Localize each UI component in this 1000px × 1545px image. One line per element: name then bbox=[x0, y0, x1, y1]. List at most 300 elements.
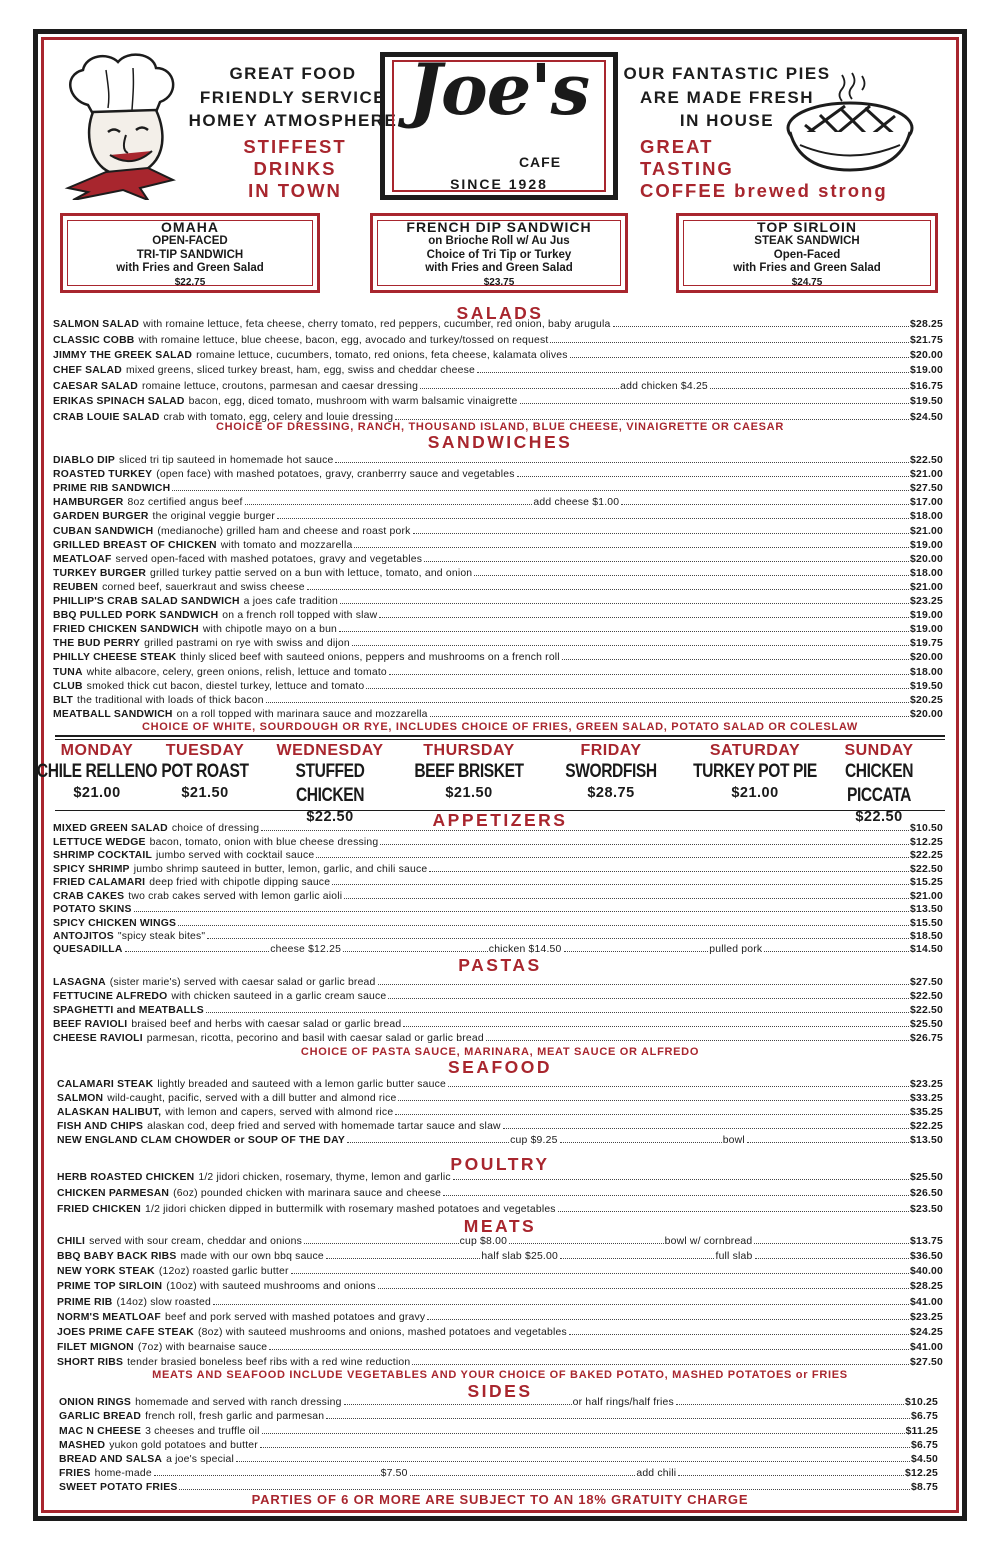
item-name: TUNA bbox=[53, 667, 83, 678]
item-price: $11.25 bbox=[905, 1426, 938, 1437]
item-price: $22.50 bbox=[910, 864, 943, 875]
menu-item-row bbox=[53, 395, 943, 408]
leader-dots bbox=[754, 1243, 909, 1244]
menu-item-row bbox=[59, 1425, 938, 1438]
leader-dots bbox=[395, 1114, 909, 1115]
item-description: the traditional with loads of thick bacon bbox=[77, 695, 264, 706]
item-price: $8.75 bbox=[910, 1482, 938, 1493]
leader-dots bbox=[291, 1273, 909, 1274]
menu-item-row bbox=[53, 510, 943, 523]
tagline-line: HOMEY ATMOSPHERE bbox=[188, 111, 398, 130]
sandwiches-note: CHOICE OF WHITE, SOURDOUGH OR RYE, INCLUDES CHOICE OF FRIES, GREEN SALAD, POTATO SALAD OR COLESLAW bbox=[142, 721, 858, 733]
tagline-line: GREAT FOOD bbox=[229, 64, 357, 83]
menu-item-row bbox=[53, 364, 943, 377]
item-price: $41.00 bbox=[910, 1342, 943, 1353]
item-price: $20.00 bbox=[910, 350, 943, 361]
leader-dots bbox=[207, 938, 909, 939]
feature-line: OPEN-FACED bbox=[152, 235, 228, 247]
leader-dots bbox=[569, 1334, 909, 1335]
menu-item-row bbox=[59, 1453, 938, 1466]
item-name: QUESADILLA bbox=[53, 944, 123, 955]
menu-item-row bbox=[53, 836, 943, 849]
menu-item-row bbox=[53, 917, 943, 930]
menu-item-row bbox=[53, 318, 943, 331]
menu-item-row bbox=[53, 694, 943, 707]
menu-item-row bbox=[53, 680, 943, 693]
item-option: half slab $25.00 bbox=[481, 1251, 558, 1262]
item-price: $19.00 bbox=[910, 365, 943, 376]
leader-dots bbox=[560, 1258, 715, 1259]
menu-item-row bbox=[53, 863, 943, 876]
item-description: (open face) with mashed potatoes, gravy, cranberrry sauce and vegetables bbox=[156, 469, 515, 480]
item-price: $22.25 bbox=[910, 1121, 943, 1132]
special-dish: SWORDFISH bbox=[565, 761, 657, 782]
item-description: (12oz) roasted garlic butter bbox=[158, 1266, 289, 1277]
item-name: CHEESE RAVIOLI bbox=[53, 1033, 143, 1044]
leader-dots bbox=[503, 1128, 909, 1129]
salads-note: CHOICE OF DRESSING, RANCH, THOUSAND ISLAND, BLUE CHEESE, VINAIGRETTE OR CAESAR bbox=[216, 421, 784, 433]
item-price: $28.25 bbox=[910, 319, 943, 330]
item-price: $12.25 bbox=[905, 1468, 938, 1479]
item-name: LETTUCE WEDGE bbox=[53, 837, 146, 848]
special-day-friday bbox=[531, 742, 691, 802]
item-price: $13.50 bbox=[910, 904, 943, 915]
tagline-line: OUR FANTASTIC PIES bbox=[623, 64, 831, 83]
item-name: BBQ BABY BACK RIBS bbox=[57, 1251, 177, 1262]
item-name: SALMON bbox=[57, 1093, 104, 1104]
item-name: FISH AND CHIPS bbox=[57, 1121, 144, 1132]
leader-dots bbox=[420, 388, 619, 389]
feature-line: Open-Faced bbox=[773, 248, 841, 261]
item-price: $19.00 bbox=[910, 624, 943, 635]
menu-item-row bbox=[59, 1396, 938, 1409]
special-day-sunday bbox=[799, 742, 959, 826]
item-name: NORM'S MEATLOAF bbox=[57, 1312, 161, 1323]
logo-cafe: CAFE bbox=[518, 154, 562, 170]
item-description: parmesan, ricotta, pecorino and basil with caesar salad or garlic bread bbox=[146, 1033, 484, 1044]
feature-price: $23.75 bbox=[483, 276, 515, 288]
item-price: $21.00 bbox=[910, 891, 943, 902]
leader-dots bbox=[335, 462, 909, 463]
item-name: POTATO SKINS bbox=[53, 904, 132, 915]
special-day-name: FRIDAY bbox=[580, 742, 642, 759]
item-extra: add chili bbox=[636, 1468, 677, 1479]
item-description: 3 cheeses and truffle oil bbox=[145, 1426, 260, 1437]
section-title-pastas: PASTAS bbox=[458, 955, 542, 975]
leader-dots bbox=[378, 984, 909, 985]
leader-dots bbox=[403, 1026, 909, 1027]
item-price: $20.00 bbox=[910, 554, 943, 565]
header-left-red-tagline bbox=[225, 136, 365, 202]
menu-item-row bbox=[53, 454, 943, 467]
item-name: CHICKEN PARMESAN bbox=[57, 1188, 170, 1199]
section-title-sandwiches: SANDWICHES bbox=[427, 432, 573, 452]
menu-item-row bbox=[53, 380, 943, 393]
special-day-name: MONDAY bbox=[60, 742, 134, 759]
menu-item-row bbox=[53, 468, 943, 481]
item-price: $14.50 bbox=[910, 944, 943, 955]
feature-line: with Fries and Green Salad bbox=[116, 262, 264, 274]
item-description: lightly breaded and sauteed with a lemon garlic butter sauce bbox=[157, 1079, 446, 1090]
tagline-line: DRINKS bbox=[253, 158, 337, 179]
menu-item-row bbox=[53, 890, 943, 903]
item-price: $4.50 bbox=[910, 1454, 938, 1465]
item-price: $15.50 bbox=[910, 918, 943, 929]
item-price: $23.25 bbox=[910, 596, 943, 607]
item-price: $24.25 bbox=[910, 1327, 943, 1338]
item-name: PHILLY CHEESE STEAK bbox=[53, 652, 177, 663]
item-name: MIXED GREEN SALAD bbox=[53, 823, 168, 834]
item-price: $18.00 bbox=[910, 667, 943, 678]
item-description: choice of dressing bbox=[171, 823, 260, 834]
special-price: $22.50 bbox=[855, 809, 903, 825]
leader-dots bbox=[366, 688, 909, 689]
menu-item-row bbox=[53, 623, 943, 636]
special-day-name: THURSDAY bbox=[423, 742, 515, 759]
menu-item-row bbox=[53, 930, 943, 943]
menu-item-row bbox=[59, 1410, 938, 1423]
special-dish: TURKEY POT PIE bbox=[693, 761, 817, 782]
item-name: FILET MIGNON bbox=[57, 1342, 134, 1353]
tagline-line: IN TOWN bbox=[248, 180, 342, 201]
menu-item-row bbox=[53, 567, 943, 580]
tagline-line: TASTING bbox=[640, 158, 734, 179]
leader-dots bbox=[347, 1142, 509, 1143]
item-description: mixed greens, sliced turkey breast, ham, egg, swiss and cheddar cheese bbox=[125, 365, 475, 376]
item-price: $24.50 bbox=[910, 412, 943, 423]
item-description: with romaine lettuce, blue cheese, bacon, egg, avocado and turkey/tossed on request bbox=[138, 335, 549, 346]
leader-dots bbox=[269, 1349, 909, 1350]
leader-dots bbox=[453, 1179, 909, 1180]
item-name: CAESAR SALAD bbox=[53, 381, 138, 392]
item-price: $20.00 bbox=[910, 709, 943, 720]
item-name: LASAGNA bbox=[53, 977, 106, 988]
header-left-tagline bbox=[188, 62, 398, 133]
item-description: 8oz certified angus beef bbox=[127, 497, 243, 508]
menu-item-row bbox=[53, 903, 943, 916]
item-name: BREAD AND SALSA bbox=[59, 1454, 163, 1465]
item-price: $10.50 bbox=[910, 823, 943, 834]
leader-dots bbox=[477, 372, 909, 373]
item-name: GARDEN BURGER bbox=[53, 511, 149, 522]
leader-dots bbox=[710, 388, 909, 389]
leader-dots bbox=[326, 1418, 910, 1419]
item-name: GARLIC BREAD bbox=[59, 1411, 142, 1422]
item-name: SPAGHETTI and MEATBALLS bbox=[53, 1005, 204, 1016]
item-option: cheese $12.25 bbox=[270, 944, 342, 955]
item-description: made with our own bbq sauce bbox=[180, 1251, 324, 1262]
menu-item-row bbox=[57, 1235, 943, 1248]
logo-name: Joe's bbox=[408, 48, 590, 131]
tagline-line: STIFFEST bbox=[243, 136, 347, 157]
menu-item-row bbox=[57, 1265, 943, 1278]
item-name: MAC N CHEESE bbox=[59, 1426, 142, 1437]
item-name: JIMMY THE GREEK SALAD bbox=[53, 350, 193, 361]
item-name: SHORT RIBS bbox=[57, 1357, 124, 1368]
leader-dots bbox=[343, 951, 488, 952]
leader-dots bbox=[413, 533, 909, 534]
item-option: full slab bbox=[715, 1251, 753, 1262]
item-description: "spicy steak bites" bbox=[117, 931, 206, 942]
item-description: tender brasied boneless beef ribs with a red wine reduction bbox=[127, 1357, 411, 1368]
leader-dots bbox=[178, 925, 909, 926]
item-description: with tomato and mozzarella bbox=[220, 540, 353, 551]
leader-dots bbox=[213, 1304, 909, 1305]
item-name: GRILLED BREAST OF CHICKEN bbox=[53, 540, 217, 551]
item-description: grilled pastrami on rye with swiss and dijon bbox=[144, 638, 350, 649]
leader-dots bbox=[378, 1288, 909, 1289]
menu-item-row bbox=[53, 525, 943, 538]
item-option: bowl w/ cornbread bbox=[664, 1236, 753, 1247]
menu-item-row bbox=[53, 990, 943, 1003]
item-price: $26.75 bbox=[910, 1033, 943, 1044]
leader-dots bbox=[427, 1319, 909, 1320]
leader-dots bbox=[410, 1475, 636, 1476]
item-option: chicken $14.50 bbox=[488, 944, 562, 955]
special-dish: BEEF BRISKET bbox=[414, 761, 524, 782]
item-name: PRIME TOP SIRLOIN bbox=[57, 1281, 163, 1292]
menu-item-row bbox=[53, 1032, 943, 1045]
item-name: ALASKAN HALIBUT, bbox=[57, 1107, 162, 1118]
leader-dots bbox=[154, 1475, 380, 1476]
item-description: bacon, egg, diced tomato, mushroom with warm balsamic vinaigrette bbox=[188, 396, 518, 407]
chef-illustration bbox=[48, 50, 198, 200]
item-price: $25.50 bbox=[910, 1019, 943, 1030]
special-price: $22.50 bbox=[306, 809, 354, 825]
item-price: $40.00 bbox=[910, 1266, 943, 1277]
leader-dots bbox=[339, 631, 909, 632]
item-option: cup $9.25 bbox=[510, 1135, 558, 1146]
item-description: corned beef, sauerkraut and swiss cheese bbox=[102, 582, 305, 593]
special-dish: CHICKEN PICCATA bbox=[844, 761, 914, 806]
menu-item-row bbox=[59, 1439, 938, 1452]
leader-dots bbox=[564, 951, 709, 952]
leader-dots bbox=[747, 1142, 909, 1143]
pastas-note: CHOICE OF PASTA SAUCE, MARINARA, MEAT SAUCE OR ALFREDO bbox=[300, 1046, 700, 1058]
item-price: $17.00 bbox=[910, 497, 944, 508]
leader-dots bbox=[262, 1433, 905, 1434]
menu-item-row bbox=[57, 1106, 943, 1119]
item-description: (7oz) with bearnaise sauce bbox=[137, 1342, 268, 1353]
menu-item-row bbox=[53, 637, 943, 650]
menu-item-row bbox=[57, 1296, 943, 1309]
item-name: BBQ PULLED PORK SANDWICH bbox=[53, 610, 219, 621]
special-price: $21.50 bbox=[445, 785, 493, 801]
menu-item-row bbox=[57, 1187, 943, 1200]
leader-dots bbox=[570, 357, 909, 358]
item-name: HERB ROASTED CHICKEN bbox=[57, 1172, 195, 1183]
logo-since: SINCE 1928 bbox=[450, 176, 548, 192]
item-price: $23.25 bbox=[910, 1312, 943, 1323]
item-name: CHILI bbox=[57, 1236, 86, 1247]
item-price: $22.50 bbox=[910, 991, 943, 1002]
item-description: with chicken sauteed in a garlic cream sauce bbox=[171, 991, 387, 1002]
leader-dots bbox=[344, 1404, 572, 1405]
item-name: ROASTED TURKEY bbox=[53, 469, 153, 480]
item-extra: or half rings/half fries bbox=[572, 1397, 674, 1408]
leader-dots bbox=[266, 702, 909, 703]
leader-dots bbox=[344, 898, 909, 899]
tagline-line: FRIENDLY SERVICE bbox=[199, 87, 387, 107]
item-description: a joes cafe tradition bbox=[243, 596, 338, 607]
item-description: (8oz) with sauteed mushrooms and onions, mashed potatoes and vegetables bbox=[198, 1327, 567, 1338]
feature-line: with Fries and Green Salad bbox=[733, 262, 881, 274]
leader-dots bbox=[134, 911, 909, 912]
item-description: alaskan cod, deep fried and served with homemade tartar sauce and slaw bbox=[147, 1121, 501, 1132]
item-description: crab with tomato, egg, celery and louie dressing bbox=[163, 412, 394, 423]
meats-note: MEATS AND SEAFOOD INCLUDE VEGETABLES AND YOUR CHOICE OF BAKED POTATO, MASHED POTATOES or FRIES bbox=[152, 1369, 848, 1381]
leader-dots bbox=[352, 645, 909, 646]
item-description: jumbo served with cocktail sauce bbox=[156, 850, 315, 861]
item-name: SHRIMP COCKTAIL bbox=[53, 850, 153, 861]
feature-line: Choice of Tri Tip or Turkey bbox=[426, 248, 572, 261]
feature-line: on Brioche Roll w/ Au Jus bbox=[428, 235, 570, 247]
item-price: $18.00 bbox=[910, 511, 943, 522]
item-price: $33.25 bbox=[910, 1093, 943, 1104]
feature-line: with Fries and Green Salad bbox=[425, 262, 573, 274]
item-description: served open-faced with mashed potatoes, gravy and vegetables bbox=[115, 554, 423, 565]
item-price: $20.00 bbox=[910, 652, 943, 663]
item-price: $41.00 bbox=[910, 1297, 943, 1308]
item-name: FRIES bbox=[59, 1468, 91, 1479]
menu-item-row bbox=[57, 1134, 943, 1147]
item-price: $10.25 bbox=[905, 1397, 939, 1408]
special-day-wednesday bbox=[250, 742, 410, 826]
menu-item-row bbox=[57, 1171, 943, 1184]
special-price: $21.50 bbox=[181, 785, 229, 801]
tagline-line: GREAT bbox=[640, 136, 714, 157]
item-description: the original veggie burger bbox=[152, 511, 276, 522]
item-price: $22.50 bbox=[910, 455, 943, 466]
item-description: (10oz) with sauteed mushrooms and onions bbox=[166, 1281, 376, 1292]
item-name: MASHED bbox=[59, 1440, 106, 1451]
menu-item-row bbox=[53, 595, 943, 608]
item-name: THE BUD PERRY bbox=[53, 638, 141, 649]
menu-item-row bbox=[53, 581, 943, 594]
feature-line: STEAK SANDWICH bbox=[754, 235, 860, 247]
item-description: on a roll topped with marinara sauce and mozzarella bbox=[176, 709, 428, 720]
feature-price: $22.75 bbox=[174, 276, 206, 288]
leader-dots bbox=[764, 951, 909, 952]
menu-item-row bbox=[57, 1092, 943, 1105]
leader-dots bbox=[380, 844, 909, 845]
leader-dots bbox=[474, 575, 909, 576]
special-dish: STUFFED CHICKEN bbox=[295, 761, 365, 806]
feature-box-french-dip bbox=[370, 213, 628, 293]
menu-item-row bbox=[53, 553, 943, 566]
leader-dots bbox=[260, 1447, 910, 1448]
item-description: (6oz) pounded chicken with marinara sauce and cheese bbox=[173, 1188, 442, 1199]
feature-price: $24.75 bbox=[791, 276, 823, 288]
leader-dots bbox=[448, 1086, 909, 1087]
menu-item-row bbox=[57, 1341, 943, 1354]
specials-top-rule bbox=[55, 735, 945, 737]
item-name: CLUB bbox=[53, 681, 83, 692]
item-price: $18.00 bbox=[910, 568, 943, 579]
section-title-salads: SALADS bbox=[456, 303, 544, 323]
item-description: a joe's special bbox=[166, 1454, 235, 1465]
menu-item-row bbox=[53, 609, 943, 622]
item-option: bowl bbox=[722, 1135, 745, 1146]
item-extra: add chicken $4.25 bbox=[620, 381, 708, 392]
leader-dots bbox=[550, 342, 909, 343]
menu-item-row bbox=[53, 349, 943, 362]
tagline-line: COFFEE brewed strong bbox=[640, 180, 888, 201]
item-name: CRAB LOUIE SALAD bbox=[53, 412, 160, 423]
item-name: SPICY SHRIMP bbox=[53, 864, 130, 875]
item-description: french roll, fresh garlic and parmesan bbox=[145, 1411, 325, 1422]
item-name: DIABLO DIP bbox=[53, 455, 116, 466]
leader-dots bbox=[206, 1012, 909, 1013]
item-name: BEEF RAVIOLI bbox=[53, 1019, 128, 1030]
item-name: BLT bbox=[53, 695, 74, 706]
item-price: $27.50 bbox=[910, 483, 943, 494]
item-name: HAMBURGER bbox=[53, 497, 124, 508]
leader-dots bbox=[613, 326, 910, 327]
item-price: $13.75 bbox=[910, 1236, 943, 1247]
leader-dots bbox=[678, 1475, 904, 1476]
menu-item-row bbox=[57, 1078, 943, 1091]
leader-dots bbox=[316, 857, 909, 858]
feature-title: OMAHA bbox=[161, 219, 219, 235]
item-name: CALAMARI STEAK bbox=[57, 1079, 154, 1090]
menu-item-row bbox=[57, 1311, 943, 1324]
leader-dots bbox=[558, 1211, 909, 1212]
item-name: CRAB CAKES bbox=[53, 891, 125, 902]
leader-dots bbox=[125, 951, 270, 952]
item-name: FRIED CHICKEN bbox=[57, 1204, 141, 1215]
item-description: white albacore, celery, green onions, relish, lettuce and tomato bbox=[86, 667, 387, 678]
item-name: FETTUCINE ALFREDO bbox=[53, 991, 168, 1002]
item-description: thinly sliced beef with sauteed onions, peppers and mushrooms on a french roll bbox=[180, 652, 560, 663]
item-price: $22.50 bbox=[910, 1005, 943, 1016]
item-name: ERIKAS SPINACH SALAD bbox=[53, 396, 185, 407]
item-description: (sister marie's) served with caesar salad or garlic bread bbox=[109, 977, 376, 988]
item-price: $16.75 bbox=[910, 381, 944, 392]
leader-dots bbox=[486, 1040, 909, 1041]
item-description: romaine lettuce, croutons, parmesan and caesar dressing bbox=[141, 381, 419, 392]
menu-item-row bbox=[57, 1250, 943, 1263]
leader-dots bbox=[326, 1258, 481, 1259]
menu-item-row bbox=[53, 1018, 943, 1031]
item-description: with lemon and capers, served with almond rice bbox=[165, 1107, 394, 1118]
special-dish: POT ROAST bbox=[161, 761, 249, 782]
item-description: (medianoche) grilled ham and cheese and roast pork bbox=[157, 526, 411, 537]
menu-item-row bbox=[57, 1326, 943, 1339]
menu-item-row bbox=[57, 1356, 943, 1369]
item-price: $6.75 bbox=[910, 1440, 938, 1451]
menu-item-row bbox=[53, 849, 943, 862]
item-price: $25.50 bbox=[910, 1172, 943, 1183]
item-price: $21.75 bbox=[910, 335, 943, 346]
menu-item-row bbox=[59, 1467, 938, 1480]
item-price: $18.50 bbox=[910, 931, 943, 942]
menu-item-row bbox=[53, 539, 943, 552]
special-price: $28.75 bbox=[587, 785, 635, 801]
leader-dots bbox=[424, 561, 909, 562]
leader-dots bbox=[398, 1100, 909, 1101]
menu-item-row bbox=[53, 334, 943, 347]
header-right-tagline bbox=[614, 62, 840, 133]
item-name: PRIME RIB SANDWICH bbox=[53, 483, 171, 494]
item-name: FRIED CHICKEN SANDWICH bbox=[53, 624, 199, 635]
leader-dots bbox=[245, 504, 533, 505]
menu-item-row bbox=[53, 496, 943, 509]
section-title-sides: SIDES bbox=[467, 1381, 533, 1401]
item-option: pulled pork bbox=[709, 944, 763, 955]
item-description: served with sour cream, cheddar and onions bbox=[89, 1236, 302, 1247]
leader-dots bbox=[379, 617, 909, 618]
